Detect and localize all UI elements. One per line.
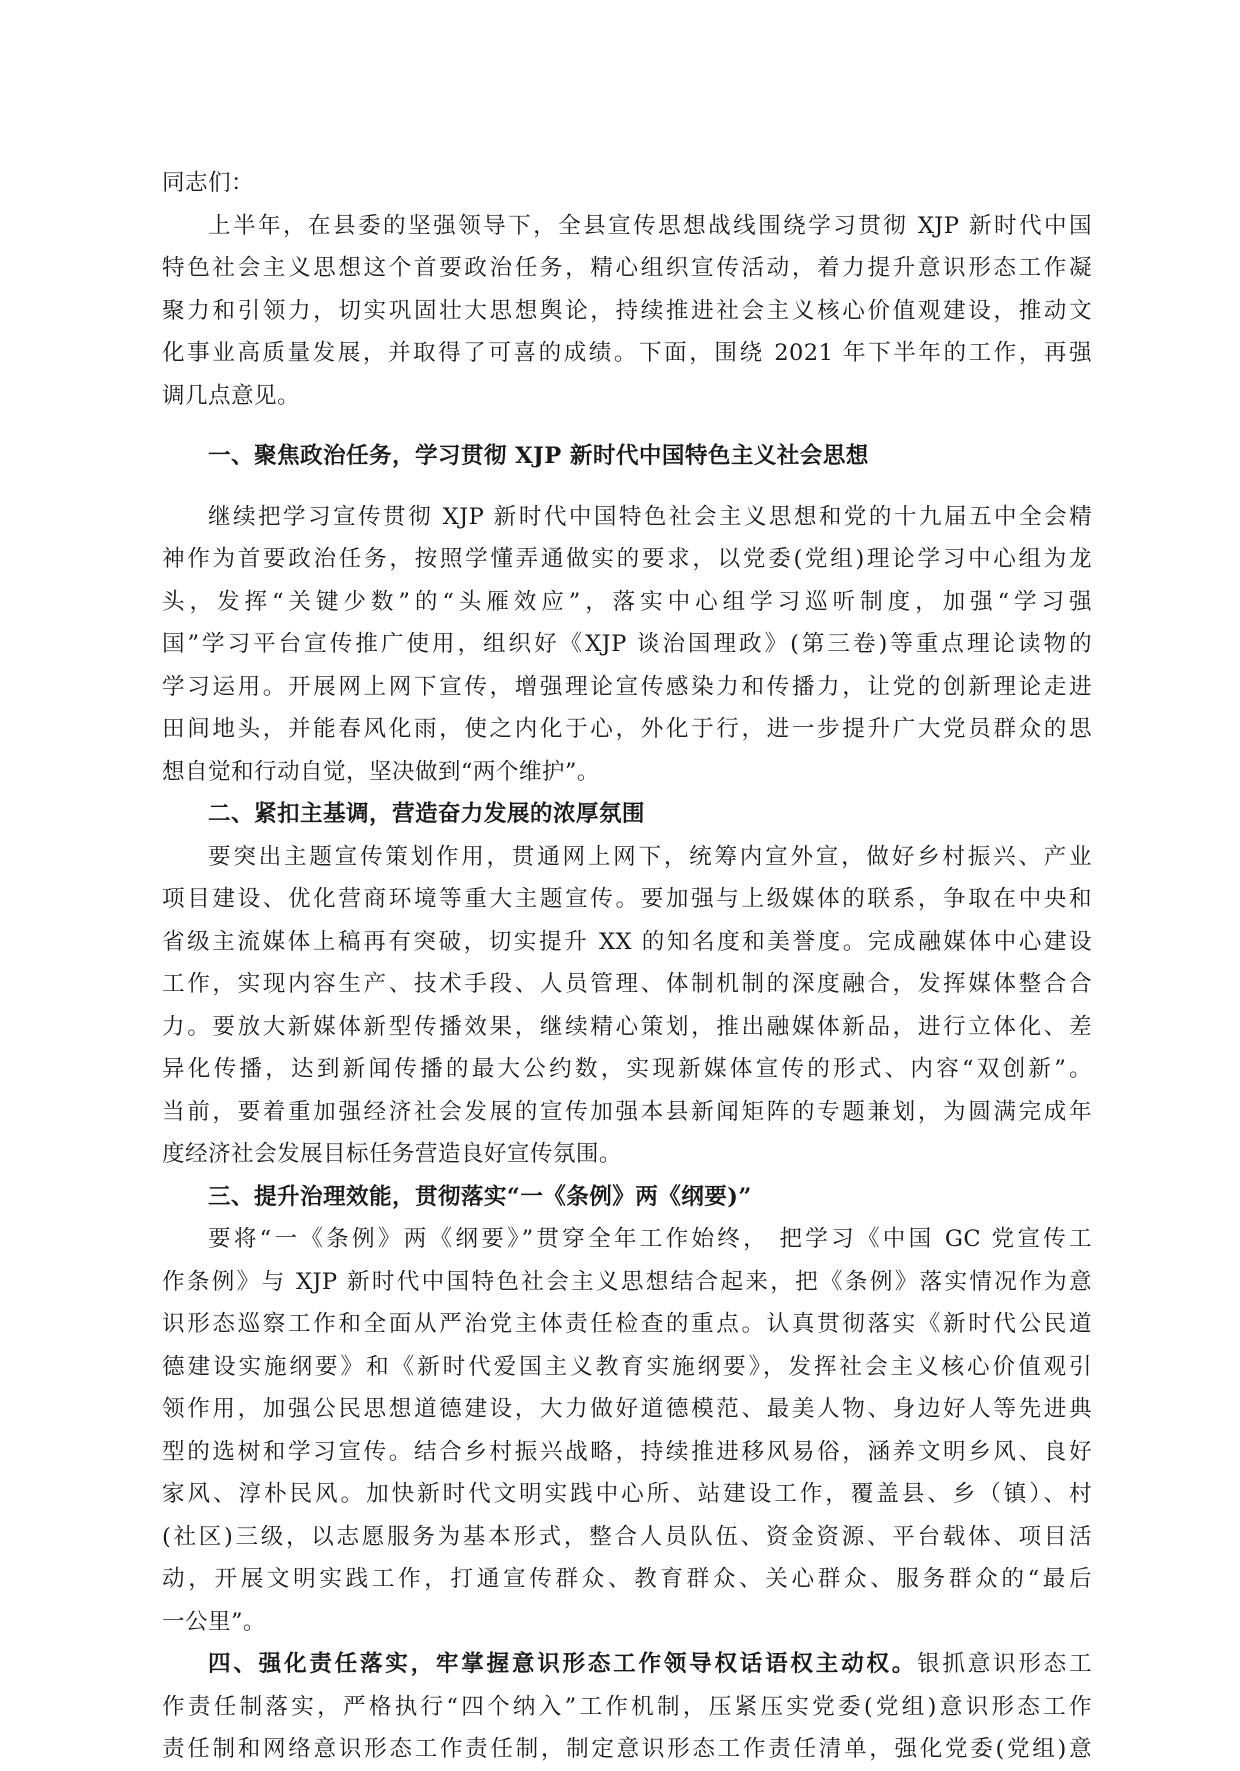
paragraph-line: 上半年，在县委的坚强领导下，全县宣传思想战线围绕学习贯彻 XJP 新时代中国 <box>208 212 1092 239</box>
paragraph-line: 要突出主题宣传策划作用，贯通网上网下，统筹内宣外宣，做好乡村振兴、产业 <box>208 843 1092 870</box>
section-4-heading: 四、强化责任落实，牢掌握意识形态工作领导权话语权主动权。 <box>208 1651 918 1677</box>
section-2-paragraph <box>162 836 1092 1176</box>
section-4-first-line <box>162 1643 1092 1686</box>
paragraph-line: 责任制和网络意识形态工作责任制，制定意识形态工作责任清单，强化党委(党组)意 <box>162 1736 1092 1762</box>
paragraph-line: 省级主流媒体上稿再有突破，切实提升 XX 的知名度和美誉度。完成融媒体中心建设 <box>162 928 1092 955</box>
section-4-paragraph <box>162 1643 1092 1771</box>
section-4-first-line-text: 银抓意识形态工 <box>917 1651 1092 1677</box>
paragraph-line: 化事业高质量发展，并取得了可喜的成绩。下面，围绕 2021 年下半年的工作，再强 <box>162 340 1092 366</box>
paragraph-line: 异化传播，达到新闻传播的最大公约数，实现新媒体宣传的形式、内容“双创新”。 <box>162 1056 1092 1082</box>
paragraph-line: 作条例》与 XJP 新时代中国特色社会主义思想结合起来，把《条例》落实情况作为意 <box>162 1268 1092 1295</box>
paragraph-line: 神作为首要政治任务，按照学懂弄通做实的要求，以党委(党组)理论学习中心组为龙 <box>162 546 1092 572</box>
section-2-heading: 二、紧扣主基调，营造奋力发展的浓厚氛围 <box>208 801 645 827</box>
paragraph-line: 当前，要着重加强经济社会发展的宣传加强本县新闻矩阵的专题兼划，为圆满完成年 <box>162 1098 1092 1125</box>
paragraph-line: 识形态巡察工作和全面从严治党主体责任检查的重点。认真贯彻落实《新时代公民道 <box>162 1311 1092 1337</box>
paragraph-line: 头，发挥“关键少数”的“头雁效应”，落实中心组学习巡听制度，加强“学习强 <box>162 588 1092 615</box>
paragraph-line: 度经济社会发展目标任务营造良好宣传氛围。 <box>162 1141 622 1167</box>
intro-paragraph <box>162 205 1092 418</box>
document-page <box>162 162 1092 1771</box>
paragraph-line: (社区)三级，以志愿服务为基本形式，整合人员队伍、资金资源、平台载体、项目活 <box>162 1523 1092 1550</box>
paragraph-line: 作责任制落实，严格执行“四个纳入”工作机制，压紧压实党委(党组)意识形态工作 <box>162 1693 1092 1720</box>
paragraph-line: 国”学习平台宣传推广使用，组织好《XJP 谈治国理政》(第三卷)等重点理论读物的 <box>162 631 1092 657</box>
paragraph-line: 继续把学习宣传贯彻 XJP 新时代中国特色社会主义思想和党的十九届五中全会精 <box>208 503 1092 530</box>
section-1-paragraph <box>162 496 1092 794</box>
section-1-heading: 一、聚焦政治任务，学习贯彻 XJP 新时代中国特色主义社会思想 <box>208 443 869 469</box>
section-3-paragraph <box>162 1218 1092 1643</box>
paragraph-line: 型的选树和学习宣传。结合乡村振兴战略，持续推进移风易俗，涵养文明乡风、良好 <box>162 1438 1092 1465</box>
section-3-heading: 三、提升治理效能，贯彻落实“一《条例》两《纲要)” <box>208 1183 752 1210</box>
paragraph-line: 特色社会主义思想这个首要政治任务，精心组织宣传活动，着力提升意识形态工作凝 <box>162 255 1092 281</box>
paragraph-line: 工作，实现内容生产、技术手段、人员管理、体制机制的深度融合，发挥媒体整合合 <box>162 971 1092 997</box>
paragraph-line: 项目建设、优化营商环境等重大主题宣传。要加强与上级媒体的联系，争取在中央和 <box>162 886 1092 912</box>
salutation: 同志们： <box>162 170 254 196</box>
paragraph-line: 力。要放大新媒体新型传播效果，继续精心策划，推出融媒体新品，进行立体化、差 <box>162 1013 1092 1040</box>
paragraph-line: 领作用，加强公民思想道德建设，大力做好道德模范、最美人物、身边好人等先进典 <box>162 1396 1092 1422</box>
paragraph-line: 田间地头，并能春风化雨，使之内化于心，外化于行，进一步提升广大党员群众的思 <box>162 716 1092 742</box>
paragraph-line: 要将“一《条例》两《纲要》”贯穿全年工作始终， 把学习《中国 GC 党宣传工 <box>208 1226 1092 1252</box>
paragraph-line: 学习运用。开展网上网下宣传，增强理论宣传感染力和传播力，让党的创新理论走进 <box>162 673 1092 700</box>
paragraph-line: 家风、淳朴民风。加快新时代文明实践中心所、站建设工作，覆盖县、乡（镇）、村 <box>162 1481 1092 1507</box>
paragraph-line: 调几点意见。 <box>162 382 300 409</box>
paragraph-line: 动，开展文明实践工作，打通宣传群众、教育群众、关心群众、服务群众的“最后 <box>162 1566 1092 1592</box>
paragraph-line: 想自觉和行动自觉，坚决做到“两个维护”。 <box>162 758 600 785</box>
paragraph-line: 一公里”。 <box>162 1608 266 1635</box>
paragraph-line: 聚力和引领力，切实巩固壮大思想舆论，持续推进社会主义核心价值观建设，推动文 <box>162 297 1092 324</box>
paragraph-line: 德建设实施纲要》和《新时代爱国主义教育实施纲要》，发挥社会主义核心价值观引 <box>162 1353 1092 1380</box>
